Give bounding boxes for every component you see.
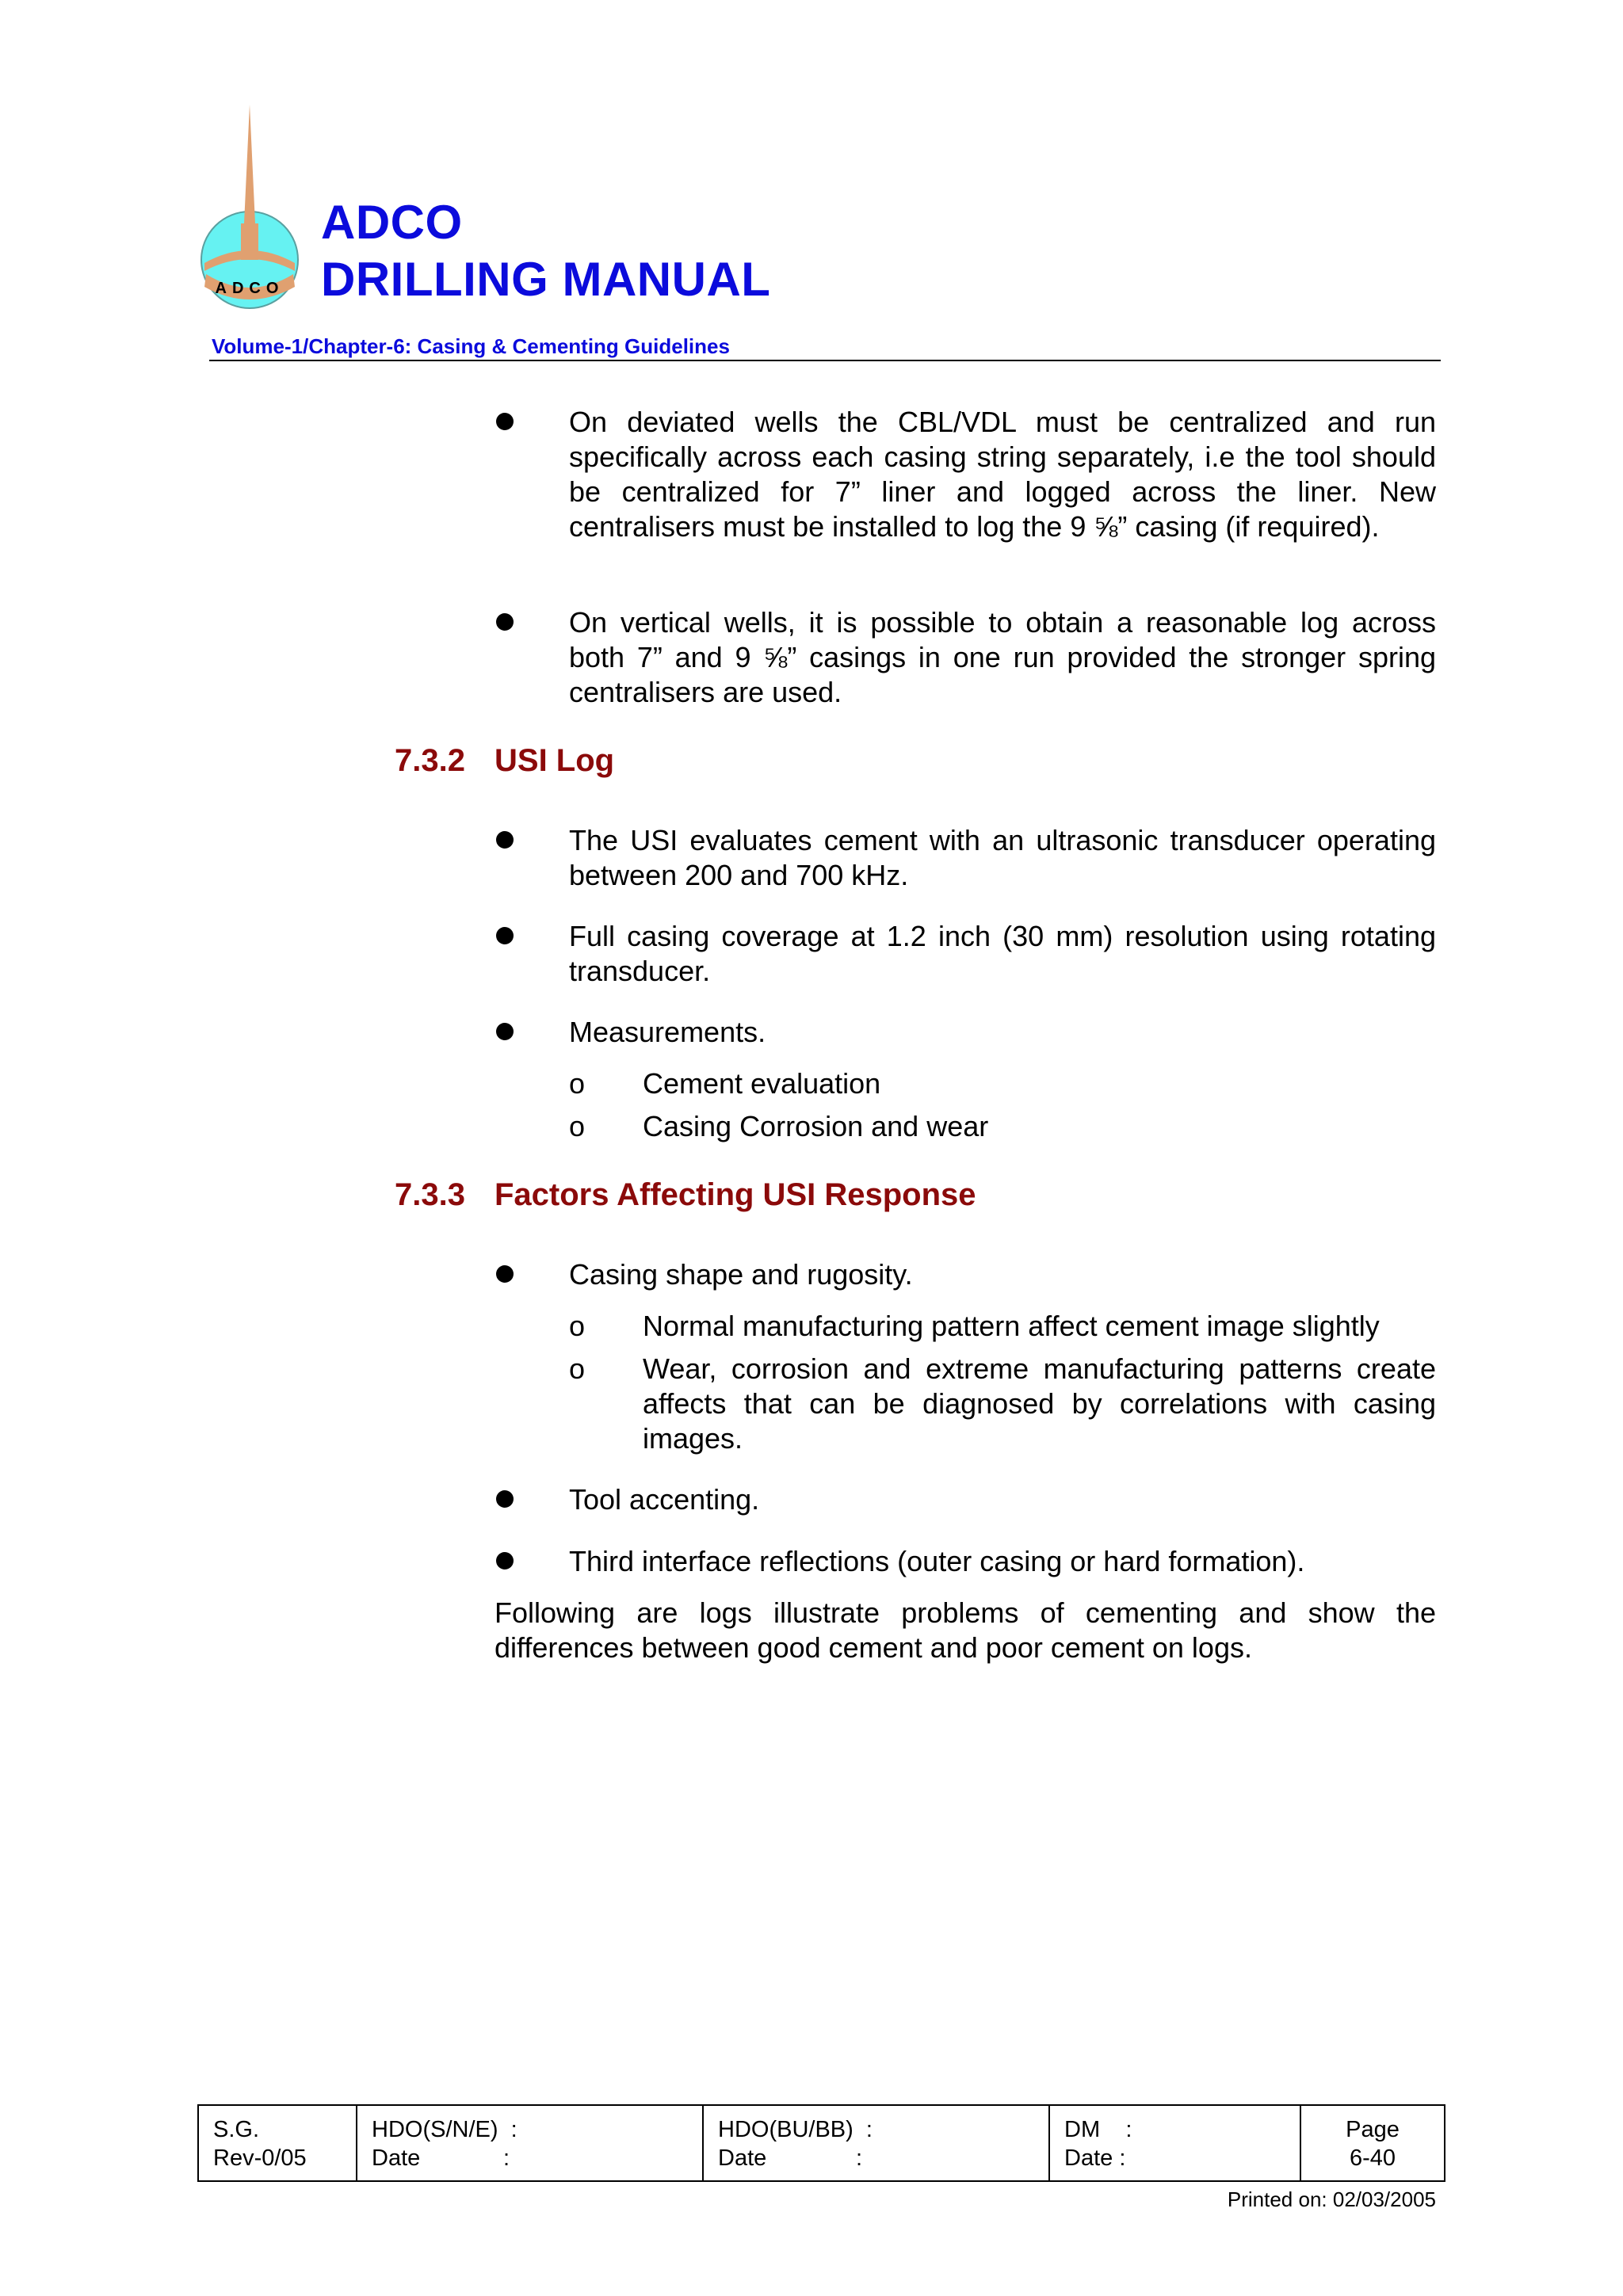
intro-paragraph-vertical: On vertical wells, it is possible to obtain a reasonable log across both 7” and 9 ⅝” casings in one run provided the stronger spring centralisers are used. (569, 606, 1436, 708)
footer-date-2: Date : (718, 2145, 863, 2171)
bullet-icon (496, 1552, 514, 1569)
sub-bullet-marker: o (569, 1110, 586, 1142)
footer-cell-dm (1048, 2106, 1300, 2180)
footer-hdo-sne: HDO(S/N/E) : (372, 2117, 517, 2142)
factor-bullet-tool-accenting: Tool accenting. (569, 1483, 760, 1516)
sub-item-wear-corrosion: Wear, corrosion and extreme manufacturing patterns create affects that can be diagnosed by correlations with casing images. (643, 1352, 1436, 1455)
footer-sg: S.G. (213, 2117, 260, 2142)
header-title-manual: DRILLING MANUAL (321, 253, 771, 306)
logo-text: ADCO (215, 280, 285, 297)
factor-bullet-third-interface: Third interface reflections (outer casing or hard formation). (569, 1545, 1305, 1577)
footer-cell-hdo-sne (356, 2106, 702, 2180)
bullet-icon (496, 831, 514, 849)
bullet-icon (496, 413, 514, 430)
factor-bullet-casing-shape: Casing shape and rugosity. (569, 1258, 913, 1291)
footer-cell-hdo-bubb (702, 2106, 1048, 2180)
footer-dm: DM : (1064, 2117, 1132, 2142)
section-number-733: 7.3.3 (395, 1177, 465, 1212)
section-title-factors: Factors Affecting USI Response (495, 1177, 976, 1212)
bullet-icon (496, 1023, 514, 1040)
usi-bullet-measurements: Measurements. (569, 1016, 766, 1048)
header-subtitle: Volume-1/Chapter-6: Casing & Cementing Guidelines (212, 334, 730, 358)
sub-bullet-marker: o (569, 1310, 586, 1342)
footer-cell-sg (199, 2106, 356, 2180)
header-title-adco: ADCO (321, 196, 463, 249)
footer-hdo-bubb: HDO(BU/BB) : (718, 2117, 873, 2142)
sub-bullet-marker: o (569, 1352, 586, 1385)
bullet-icon (496, 613, 514, 631)
sub-item-normal-pattern: Normal manufacturing pattern affect cement image slightly (643, 1310, 1380, 1342)
sub-bullet-marker: o (569, 1067, 586, 1100)
closing-paragraph: Following are logs illustrate problems of cementing and show the differences between good cement and poor cement on logs. (495, 1596, 1436, 1664)
printed-on-date: Printed on: 02/03/2005 (1227, 2187, 1436, 2211)
header-divider (209, 360, 1441, 361)
sub-item-corrosion-wear: Casing Corrosion and wear (643, 1110, 989, 1142)
section-title-usi-log: USI Log (495, 743, 615, 778)
section-number-732: 7.3.2 (395, 743, 465, 778)
usi-bullet-ultrasonic: The USI evaluates cement with an ultrasonic transducer operating between 200 and 700 kHz. (569, 824, 1436, 891)
intro-paragraph-deviated: On deviated wells the CBL/VDL must be centralized and run specifically across each casing string separately, i.e the tool should be centralized for 7” liner and logged across the liner. New centralisers must be installed to log the 9 ⅝” casing (if required). (569, 406, 1436, 543)
footer-approval-table (197, 2104, 1445, 2182)
bullet-icon (496, 927, 514, 944)
footer-page-number: 6-40 (1349, 2145, 1396, 2171)
bullet-icon (496, 1265, 514, 1283)
adco-logo (195, 105, 304, 312)
footer-date-1: Date : (372, 2145, 510, 2171)
bullet-icon (496, 1490, 514, 1508)
footer-rev: Rev-0/05 (213, 2145, 307, 2171)
footer-cell-page (1300, 2106, 1444, 2180)
footer-date-3: Date : (1064, 2145, 1126, 2171)
sub-item-cement-evaluation: Cement evaluation (643, 1067, 881, 1100)
footer-page-label: Page (1346, 2117, 1400, 2142)
usi-bullet-coverage: Full casing coverage at 1.2 inch (30 mm) resolution using rotating transducer. (569, 920, 1436, 987)
